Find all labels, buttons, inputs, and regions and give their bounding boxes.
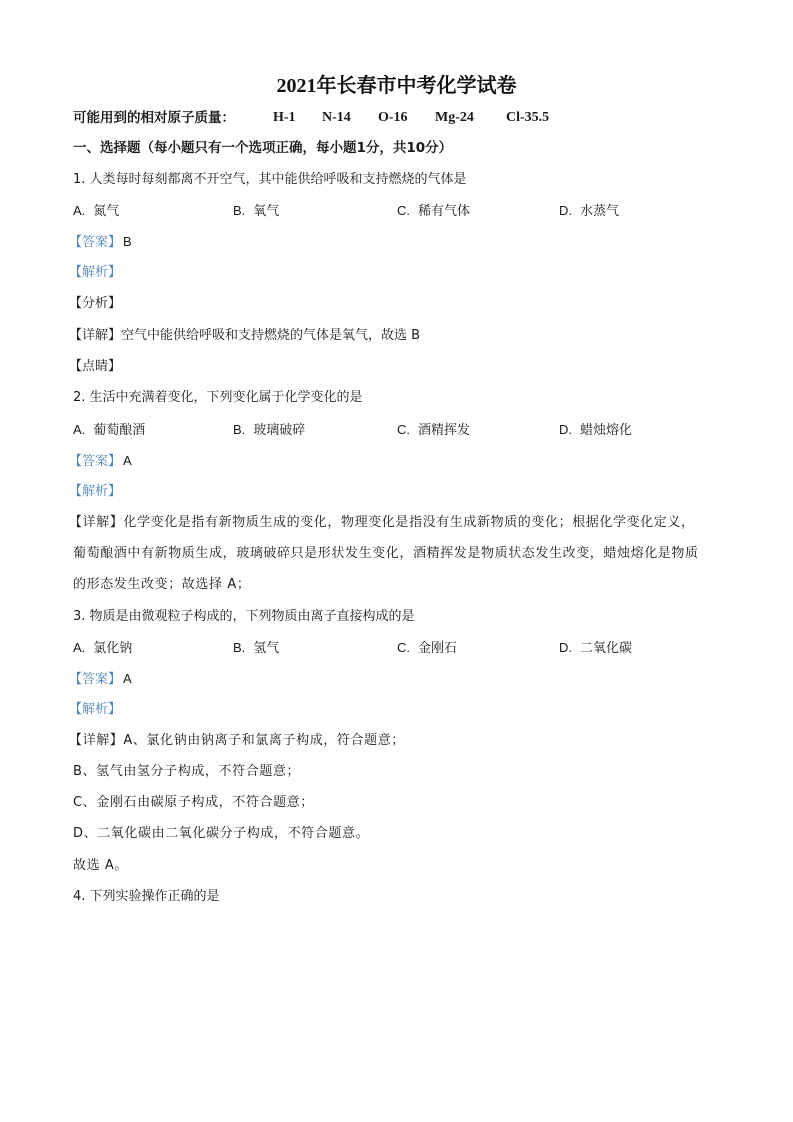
- option-text: 玻璃破碎: [253, 423, 306, 438]
- question-1-analysis-tag: 【解析】: [69, 265, 122, 280]
- question-2-option-c: [397, 421, 470, 440]
- question-3-detail-line-1: [69, 732, 405, 750]
- question-1-answer: [69, 233, 132, 252]
- question-1-option-a: [73, 202, 119, 221]
- option-text: 氮气: [93, 204, 120, 219]
- option-letter: C.: [397, 422, 410, 437]
- atomic-mass-line: [73, 109, 773, 129]
- option-text: 稀有气体: [418, 204, 471, 219]
- answer-value: A: [123, 671, 132, 686]
- answer-value: A: [123, 453, 132, 468]
- answer-tag: 【答案】: [69, 672, 122, 687]
- atomic-mass-o: O-16: [378, 110, 408, 125]
- option-letter: A.: [73, 203, 86, 218]
- question-2-option-b: [233, 421, 305, 440]
- atomic-mass-label: 可能用到的相对原子质量：: [73, 110, 235, 126]
- question-2-option-a: [73, 421, 145, 440]
- question-3-option-c: [397, 639, 457, 658]
- answer-tag: 【答案】: [69, 454, 122, 469]
- question-1-option-d: [559, 202, 619, 221]
- question-2-stem: 2. 生活中充满着变化，下列变化属于化学变化的是: [73, 390, 363, 405]
- question-1-detail: [69, 327, 420, 345]
- atomic-mass-h: H-1: [273, 110, 296, 125]
- question-3-option-a: [73, 639, 132, 658]
- option-letter: A.: [73, 640, 86, 655]
- option-letter: D.: [559, 203, 572, 218]
- question-2-analysis-tag: 【解析】: [69, 484, 122, 499]
- question-3-detail-line-3: C、金刚石由碳原子构成，不符合题意；: [73, 795, 314, 810]
- question-3-analysis-tag: 【解析】: [69, 702, 122, 717]
- question-2-detail-line-3: 的形态发生改变；故选择 A；: [73, 577, 251, 592]
- option-letter: A.: [73, 422, 86, 437]
- question-1-option-b: [233, 202, 279, 221]
- page-title: 2021年长春市中考化学试卷: [276, 75, 517, 97]
- option-letter: B.: [233, 203, 246, 218]
- option-letter: C.: [397, 640, 410, 655]
- question-3-answer: [69, 670, 132, 689]
- atomic-mass-cl: Cl-35.5: [506, 110, 550, 125]
- detail-tag: 【详解】: [69, 733, 124, 748]
- question-2-option-d: [559, 421, 632, 440]
- option-text: 二氧化碳: [580, 641, 633, 656]
- question-2-detail-line-2: 葡萄酿酒中有新物质生成，玻璃破碎只是形状发生变化，酒精挥发是物质状态发生改变，蜡烛熔化是物质: [73, 546, 699, 561]
- question-3-option-d: [559, 639, 632, 658]
- atomic-mass-n: N-14: [322, 110, 351, 125]
- option-letter: C.: [397, 203, 410, 218]
- detail-text: 化学变化是指有新物质生成的变化，物理变化是指没有生成新物质的变化；根据化学变化定义，: [123, 515, 695, 530]
- option-text: 氯化钠: [93, 641, 133, 656]
- option-text: 水蒸气: [580, 204, 620, 219]
- answer-value: B: [123, 234, 132, 249]
- section-heading: 一、选择题（每小题只有一个选项正确，每小题1分，共10分）: [73, 140, 453, 156]
- question-3-detail-line-4: D、二氧化碳由二氧化碳分子构成，不符合题意。: [73, 826, 370, 841]
- option-letter: B.: [233, 640, 246, 655]
- question-4-stem: 4. 下列实验操作正确的是: [73, 889, 220, 904]
- question-1-fenxi-tag: 【分析】: [69, 296, 122, 311]
- question-1-option-c: [397, 202, 470, 221]
- question-1-dianjing-tag: 【点睛】: [69, 359, 122, 374]
- option-text: 蜡烛熔化: [580, 423, 633, 438]
- question-1-stem: 1. 人类每时每刻都离不开空气，其中能供给呼吸和支持燃烧的气体是: [73, 172, 467, 187]
- option-text: 氢气: [253, 641, 280, 656]
- question-3-detail-line-5: 故选 A。: [73, 858, 129, 873]
- option-text: 酒精挥发: [418, 423, 471, 438]
- question-3-option-b: [233, 639, 279, 658]
- detail-tag: 【详解】: [69, 515, 124, 530]
- option-text: 金刚石: [418, 641, 458, 656]
- question-2-detail-line-1: [69, 514, 695, 532]
- answer-tag: 【答案】: [69, 235, 122, 250]
- option-text: 葡萄酿酒: [93, 423, 146, 438]
- question-2-answer: [69, 452, 132, 471]
- detail-tag: 【详解】: [69, 328, 122, 343]
- detail-text: A、氯化钠由钠离子和氯离子构成，符合题意；: [123, 733, 405, 748]
- option-letter: B.: [233, 422, 246, 437]
- question-3-stem: 3. 物质是由微观粒子构成的，下列物质由离子直接构成的是: [73, 609, 415, 624]
- detail-text: 空气中能供给呼吸和支持燃烧的气体是氧气，故选 B: [121, 328, 421, 343]
- question-3-detail-line-2: B、氢气由氢分子构成，不符合题意；: [73, 764, 301, 779]
- option-text: 氧气: [253, 204, 280, 219]
- option-letter: D.: [559, 422, 572, 437]
- atomic-mass-mg: Mg-24: [435, 110, 474, 125]
- option-letter: D.: [559, 640, 572, 655]
